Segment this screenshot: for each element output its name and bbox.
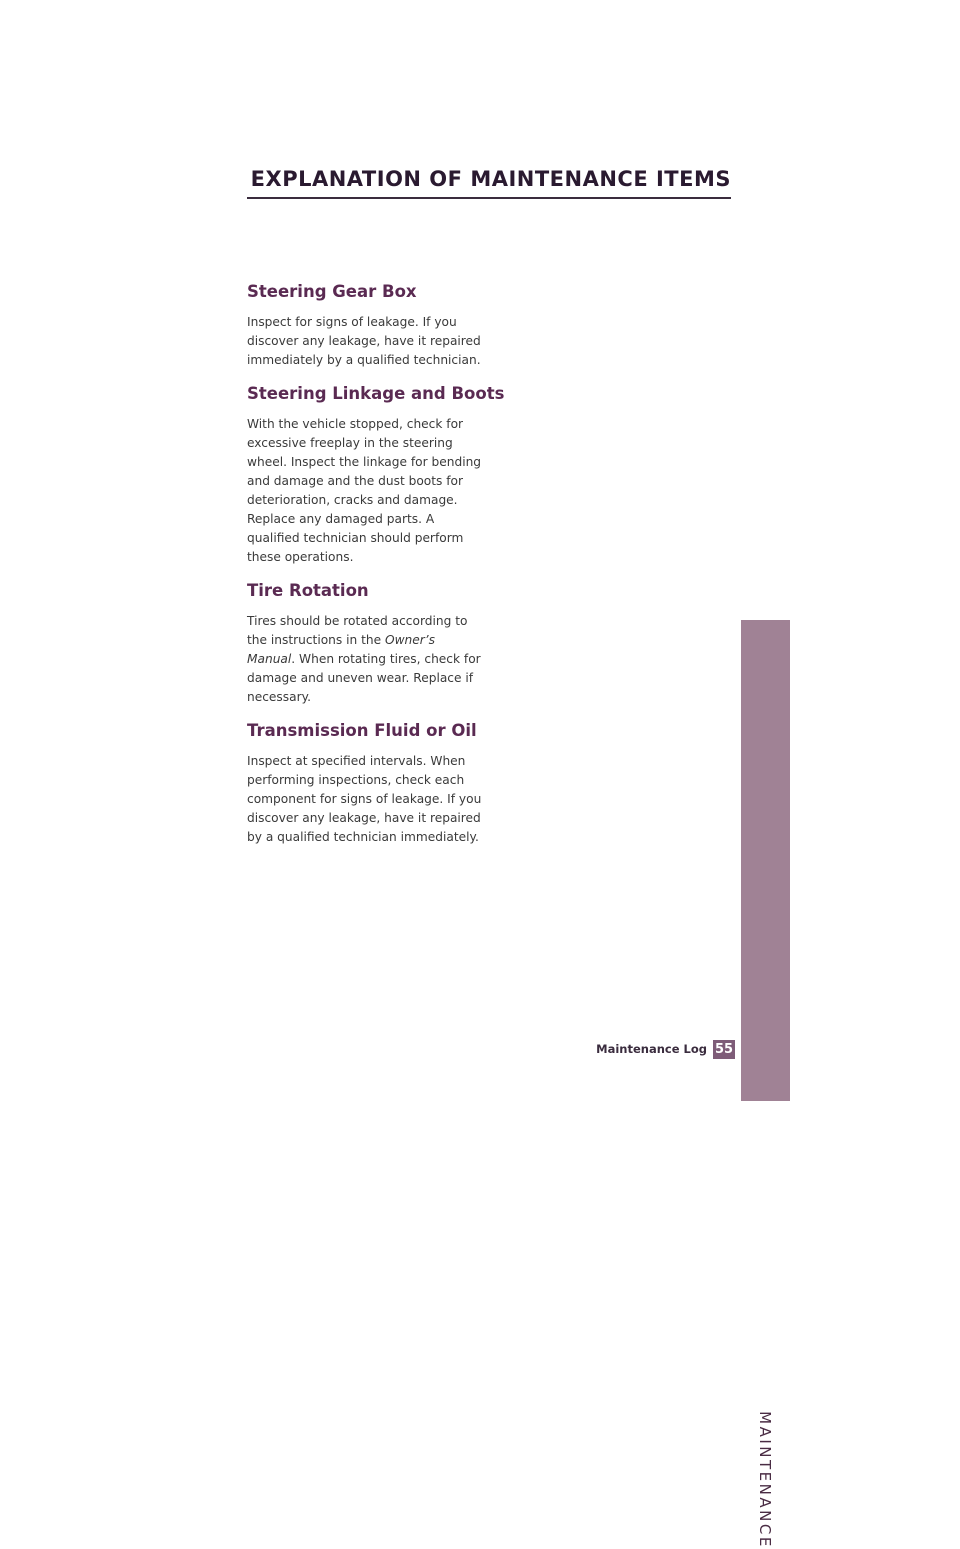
section-body: With the vehicle stopped, check for excessive freeplay in the steering wheel. Inspect the linkage for bending and damage and the dust boots for deterioration, cracks and damage. Replace any damaged parts. A qualified technician should perform these operations.	[247, 417, 482, 564]
header-divider	[247, 197, 731, 199]
section-body: Inspect for signs of leakage. If you discover any leakage, have it repaired immediately by a qualified technician.	[247, 315, 481, 367]
owners-manual-reference: Owner’s Manual	[247, 633, 436, 666]
section-steering-linkage-and-boots	[247, 382, 505, 567]
section-heading: Steering Linkage and Boots	[247, 384, 505, 403]
section-body	[247, 612, 487, 707]
page-header	[247, 166, 731, 200]
maintenance-side-tab	[741, 620, 790, 1549]
side-tab-label: MAINTENANCE	[756, 1411, 774, 1549]
page-footer	[596, 1039, 735, 1059]
section-body: Inspect at specified intervals. When performing inspections, check each component for signs of leakage. If you discover any leakage, have it repaired by a qualified technician immediately.	[247, 754, 482, 844]
section-transmission-fluid-or-oil	[247, 719, 487, 847]
body-text-end: . When rotating tires, check for damage and uneven wear. Replace if necessary.	[247, 652, 481, 704]
main-content	[247, 280, 505, 859]
section-tire-rotation	[247, 579, 487, 707]
section-steering-gear-box	[247, 280, 487, 370]
page-title: EXPLANATION OF MAINTENANCE ITEMS	[250, 167, 731, 191]
body-text-start: Tires should be rotated according to the instructions in the	[247, 614, 468, 647]
section-heading: Steering Gear Box	[247, 282, 417, 301]
page-number-badge: 55	[714, 1041, 734, 1057]
footer-label: Maintenance Log	[596, 1042, 707, 1056]
section-heading: Transmission Fluid or Oil	[247, 721, 477, 740]
section-heading: Tire Rotation	[247, 581, 369, 600]
